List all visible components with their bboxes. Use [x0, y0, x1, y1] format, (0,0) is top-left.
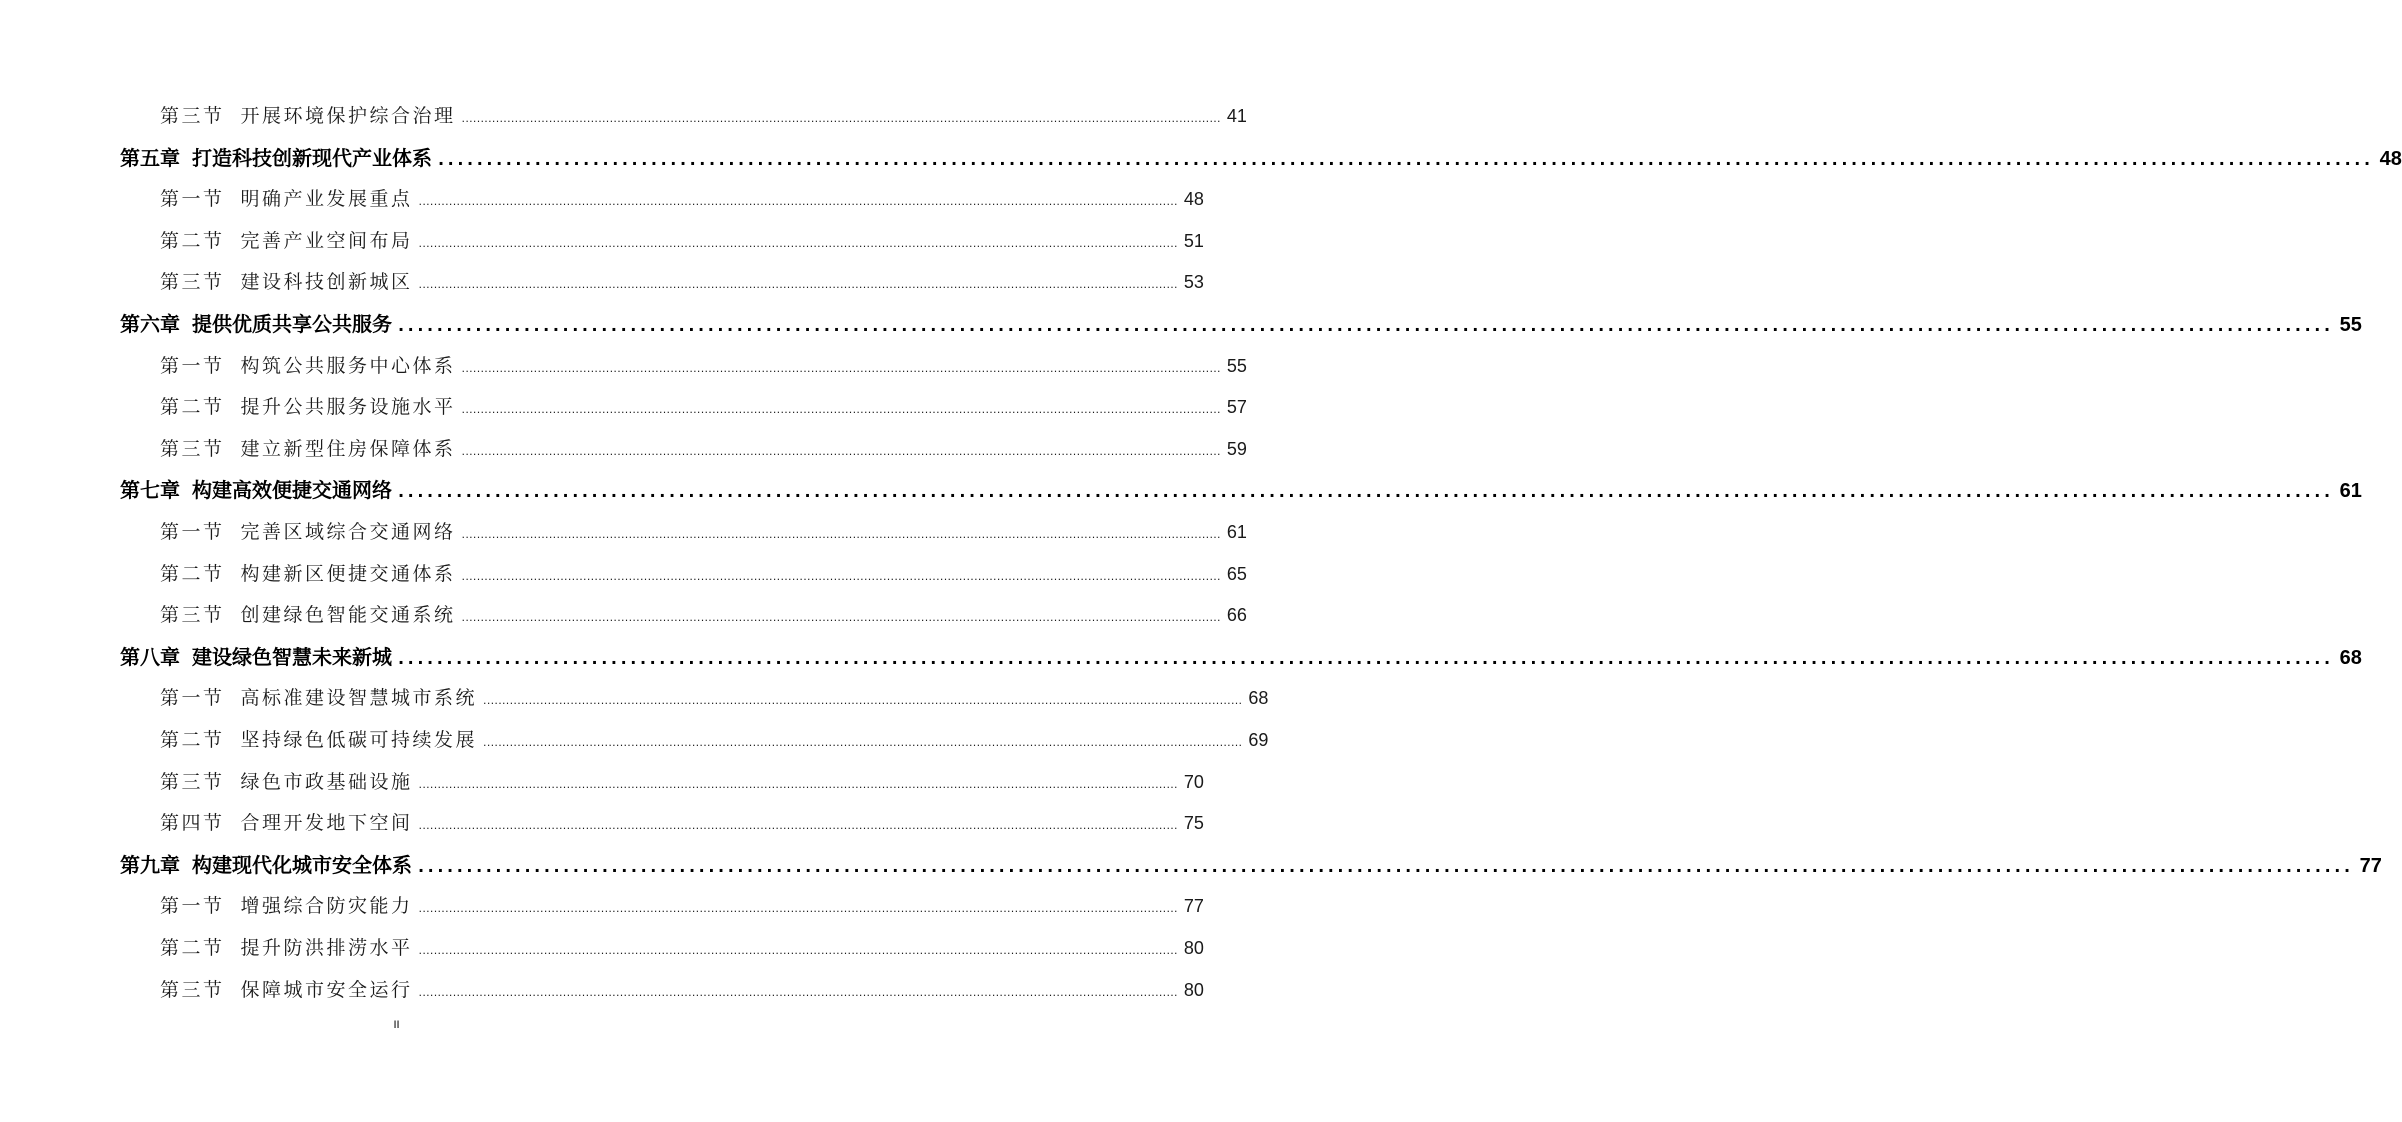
toc-page-number: 70 — [1183, 771, 1204, 792]
section-number: 第三节 — [160, 978, 225, 1001]
section-number: 第二节 — [160, 729, 225, 751]
dot-leader: ........................................................................................................................................................................................................ — [483, 694, 1243, 708]
dot-leader: ........................................................................................................................................................................................................ — [483, 736, 1243, 749]
dot-leader: ........................................................................................................................................................................................................ — [418, 819, 1178, 833]
chapter-title: 构建现代化城市安全体系 — [192, 852, 412, 877]
dot-leader: ........................................................................................................................................................................................................ — [418, 777, 1178, 791]
section-number: 第三节 — [160, 770, 225, 793]
toc-entry-label — [160, 346, 456, 386]
toc-entry-label — [160, 595, 456, 635]
toc-page-number: 75 — [1183, 813, 1204, 834]
dot-leader: ........................................................................................................................................................................................................ — [398, 482, 2334, 502]
toc-section-entry[interactable] — [160, 179, 1204, 219]
chapter-title: 提供优质共享公共服务 — [192, 312, 392, 336]
toc-entry-label — [160, 970, 413, 1010]
toc-chapter-entry[interactable] — [120, 637, 2362, 677]
section-title: 高标准建设智慧城市系统 — [240, 687, 478, 710]
toc-page-number: 61 — [1226, 522, 1247, 542]
dot-leader: ........................................................................................................................................................................................................ — [418, 278, 1178, 292]
chapter-number: 第五章 — [120, 145, 180, 170]
section-number: 第一节 — [160, 521, 225, 543]
toc-section-entry[interactable] — [160, 762, 1204, 802]
section-title: 提升防洪排涝水平 — [240, 937, 413, 959]
dot-leader: ........................................................................................................................................................................................................ — [438, 149, 2374, 169]
section-title: 保障城市安全运行 — [240, 978, 413, 1001]
section-number: 第三节 — [160, 437, 225, 460]
toc-page-number: 51 — [1183, 230, 1204, 251]
toc-section-entry[interactable] — [160, 554, 1247, 594]
toc-page-number: 68 — [2339, 646, 2362, 669]
toc-page-number: 41 — [1226, 106, 1247, 126]
toc-entry-label — [160, 678, 477, 718]
toc-section-entry[interactable] — [160, 429, 1247, 469]
toc-section-entry[interactable] — [160, 595, 1247, 635]
toc-entry-label — [160, 928, 413, 968]
toc-entry-label — [160, 429, 456, 469]
section-number: 第四节 — [160, 812, 225, 835]
toc-entry-label — [160, 886, 413, 926]
toc-section-entry[interactable] — [160, 928, 1204, 968]
toc-page-number: 59 — [1226, 438, 1247, 459]
toc-page-number: 55 — [2339, 314, 2362, 336]
section-title: 绿色市政基础设施 — [240, 770, 413, 793]
toc-entry-label — [160, 720, 477, 760]
dot-leader: ........................................................................................................................................................................................................ — [418, 856, 2354, 876]
toc-section-entry[interactable] — [160, 803, 1204, 843]
dot-leader: ........................................................................................................................................................................................................ — [398, 648, 2334, 668]
toc-entry-label — [120, 138, 432, 178]
chapter-title: 构建高效便捷交通网络 — [192, 478, 392, 503]
section-number: 第一节 — [160, 354, 225, 377]
section-title: 创建绿色智能交通系统 — [240, 604, 456, 627]
section-number: 第二节 — [160, 396, 225, 419]
section-number: 第二节 — [160, 937, 225, 959]
toc-entry-label — [160, 96, 456, 136]
section-title: 合理开发地下空间 — [240, 812, 413, 835]
toc-entry-label — [160, 762, 413, 802]
dot-leader: ........................................................................................................................................................................................................ — [418, 985, 1178, 999]
section-title: 开展环境保护综合治理 — [240, 105, 456, 127]
section-title: 建设科技创新城区 — [240, 271, 413, 294]
toc-entry-label — [160, 387, 456, 427]
toc-section-entry[interactable] — [160, 96, 1247, 136]
toc-chapter-entry[interactable] — [120, 304, 2362, 344]
toc-page-number: 55 — [1226, 355, 1247, 376]
toc-section-entry[interactable] — [160, 221, 1204, 261]
toc-page-number: 66 — [1226, 605, 1247, 626]
section-title: 提升公共服务设施水平 — [240, 396, 456, 419]
dot-leader: ........................................................................................................................................................................................................ — [398, 316, 2334, 335]
toc-page-number: 77 — [1183, 896, 1204, 917]
toc-page-number: 53 — [1183, 272, 1204, 293]
section-number: 第二节 — [160, 229, 225, 252]
toc-section-entry[interactable] — [160, 346, 1247, 386]
section-number: 第一节 — [160, 895, 225, 918]
chapter-number: 第九章 — [120, 852, 180, 877]
dot-leader: ........................................................................................................................................................................................................ — [418, 944, 1178, 957]
chapter-title: 建设绿色智慧未来新城 — [192, 644, 392, 669]
toc-chapter-entry[interactable] — [120, 138, 2402, 178]
dot-leader: ........................................................................................................................................................................................................ — [461, 112, 1221, 125]
section-title: 建立新型住房保障体系 — [240, 437, 456, 460]
section-number: 第三节 — [160, 105, 225, 127]
toc-entry-label — [160, 554, 456, 594]
chapter-number: 第八章 — [120, 644, 180, 669]
toc-page-number: 57 — [1226, 397, 1247, 418]
toc-entry-label — [120, 304, 392, 344]
toc-section-entry[interactable] — [160, 387, 1247, 427]
section-number: 第一节 — [160, 188, 225, 211]
toc-entry-label — [160, 179, 413, 219]
dot-leader: ........................................................................................................................................................................................................ — [461, 444, 1221, 458]
dot-leader: ........................................................................................................................................................................................................ — [418, 236, 1178, 250]
toc-page-number: 61 — [2339, 480, 2362, 503]
toc-chapter-entry[interactable] — [120, 845, 2382, 885]
toc-entry-label — [120, 845, 412, 885]
section-title: 完善产业空间布局 — [240, 229, 413, 252]
toc-entry-label — [160, 262, 413, 302]
chapter-title: 打造科技创新现代产业体系 — [192, 145, 432, 170]
toc-section-entry[interactable] — [160, 678, 1269, 718]
dot-leader: ........................................................................................................................................................................................................ — [461, 361, 1221, 375]
section-title: 构筑公共服务中心体系 — [240, 354, 456, 377]
toc-entry-label — [160, 512, 456, 552]
dot-leader: ........................................................................................................................................................................................................ — [418, 902, 1178, 916]
chapter-number: 第七章 — [120, 478, 180, 503]
dot-leader: ........................................................................................................................................................................................................ — [461, 569, 1221, 583]
toc-entry-label — [120, 470, 392, 510]
toc-page-number: 48 — [2379, 147, 2402, 170]
chapter-number: 第六章 — [120, 312, 180, 336]
section-title: 增强综合防灾能力 — [240, 895, 413, 918]
dot-leader: ........................................................................................................................................................................................................ — [461, 611, 1221, 625]
toc-entry-label — [160, 803, 413, 843]
toc-section-entry[interactable] — [160, 262, 1204, 302]
dot-leader: ........................................................................................................................................................................................................ — [461, 528, 1221, 541]
section-title: 构建新区便捷交通体系 — [240, 562, 456, 585]
toc-entry-label — [120, 637, 392, 677]
toc-section-entry[interactable] — [160, 970, 1204, 1010]
toc-page-number: 65 — [1226, 563, 1247, 584]
toc-page-number: 48 — [1183, 189, 1204, 210]
toc-section-entry[interactable] — [160, 512, 1247, 552]
section-number: 第一节 — [160, 687, 225, 710]
toc-entry-label — [160, 221, 413, 261]
section-title: 完善区域综合交通网络 — [240, 521, 456, 543]
section-title: 明确产业发展重点 — [240, 188, 413, 211]
toc-section-entry[interactable] — [160, 886, 1204, 926]
section-number: 第三节 — [160, 271, 225, 294]
toc-page-number: 77 — [2359, 854, 2382, 877]
page-number: II — [393, 1019, 400, 1031]
toc-page-number: 80 — [1183, 938, 1204, 958]
section-number: 第二节 — [160, 562, 225, 585]
dot-leader: ........................................................................................................................................................................................................ — [461, 403, 1221, 417]
toc-section-entry[interactable] — [160, 720, 1269, 760]
toc-page-number: 80 — [1183, 979, 1204, 1000]
section-number: 第三节 — [160, 604, 225, 627]
dot-leader: ........................................................................................................................................................................................................ — [418, 195, 1178, 209]
toc-page-number: 69 — [1248, 730, 1269, 750]
toc-page-number: 68 — [1248, 688, 1269, 709]
section-title: 坚持绿色低碳可持续发展 — [240, 729, 478, 751]
toc-chapter-entry[interactable] — [120, 470, 2362, 510]
